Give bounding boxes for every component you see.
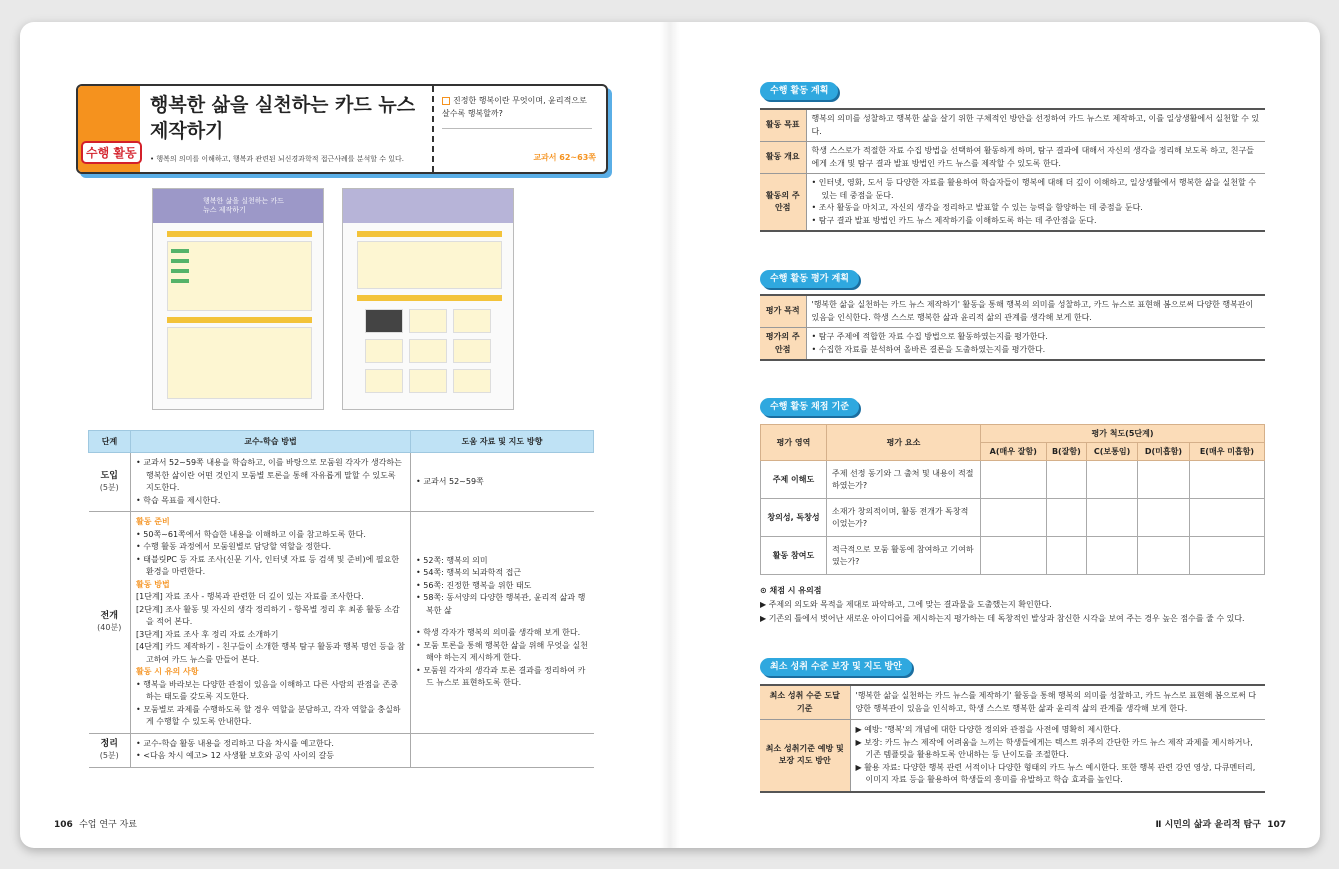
level-header: A(매우 잘함) xyxy=(981,443,1047,461)
level-header: B(잘함) xyxy=(1046,443,1087,461)
thumbnail-section-bar xyxy=(357,295,502,301)
row-text: 행복의 의미를 성찰하고 행복한 삶을 살기 위한 구체적인 방안을 선정하여 카드 뉴스로 제작하고, 이를 일상생활에서 실천할 수 있다. xyxy=(806,109,1265,142)
element-cell: 소재가 창의적이며, 활동 전개가 독창적이었는가? xyxy=(827,499,981,537)
score-cell xyxy=(1138,461,1190,499)
book-spread xyxy=(20,22,1320,848)
aids-cell: • 52쪽: 행복의 의미 • 54쪽: 행복의 뇌과학적 접근 • 56쪽: 진정한 행복을 위한 태도 • 58쪽: 동서양의 다양한 행복관, 윤리적 삶과 행복한 삶 • 학생 각자가 행복의 의미를 생각해 보게 한다. • 모둠 토론을 통해 행복한 삶을 위해 무엇을 실천해야 하는지 제시하게 한다. • 모둠원 각자의 생각과 토론 결과를 정리하여 카드 뉴스로 표현하도록 한다. xyxy=(411,512,594,734)
thumbnail-chip xyxy=(171,269,189,273)
score-cell xyxy=(1046,461,1087,499)
element-cell: 주제 선정 동기와 그 출처 및 내용이 적절하였는가? xyxy=(827,461,981,499)
method-cell: • 교과서 52~59쪽 내용을 학습하고, 이를 바탕으로 모둠원 각자가 생각하는 행복한 삶이란 어떤 것인지 모둠별 토론을 통해 자유롭게 말할 수 있도록 지도한다. • 학습 목표를 제시한다. xyxy=(131,453,411,512)
score-cell xyxy=(981,499,1047,537)
answer-line xyxy=(442,128,592,129)
textbook-reference: 교과서 62~63쪽 xyxy=(533,153,596,162)
minimum-achievement-table xyxy=(760,684,1265,793)
stage-cell: 도입 (5분) xyxy=(89,453,131,512)
thumbnail-cell xyxy=(365,339,403,363)
thumbnail-section-bar xyxy=(357,231,502,237)
row-text: '행복한 삶을 실천하는 카드 뉴스 제작하기' 활동을 통해 행복의 의미를 성찰하고, 카드 뉴스로 표현해 봄으로써 다양한 행복관이 있음을 인식한다. 학생 스스로 행복한 삶과 윤리적 삶의 관계를 생각해 보게 한다. xyxy=(806,295,1265,328)
question-icon xyxy=(442,97,450,105)
col-header-method: 교수-학습 방법 xyxy=(131,431,411,453)
thumbnail-chip xyxy=(171,249,189,253)
thumbnail-header xyxy=(343,189,513,223)
area-cell: 창의성, 독창성 xyxy=(761,499,827,537)
footer-text: 수업 연구 자료 xyxy=(79,820,137,830)
table-row xyxy=(760,295,1265,328)
thumbnail-chip xyxy=(171,279,189,283)
score-cell xyxy=(981,537,1047,575)
thumbnail-section-bar xyxy=(167,231,312,237)
table-row xyxy=(760,328,1265,361)
row-text: '행복한 삶을 실천하는 카드 뉴스를 제작하기' 활동을 통해 행복의 의미를 성찰하고, 카드 뉴스로 표현해 봄으로써 다양한 행복관이 있음을 인식하고, 학생 스스로 행복한 삶과 윤리적 삶의 관계를 생각해 보게 한다. xyxy=(850,685,1265,720)
score-cell xyxy=(1189,461,1264,499)
area-cell: 활동 참여도 xyxy=(761,537,827,575)
score-cell xyxy=(1189,499,1264,537)
area-cell: 주제 이해도 xyxy=(761,461,827,499)
col-header-area: 평가 영역 xyxy=(761,425,827,461)
thumbnail-cell xyxy=(409,369,447,393)
section-tag-guide: 최소 성취 수준 보장 및 지도 방안 xyxy=(760,658,912,676)
table-row xyxy=(760,174,1265,232)
key-question xyxy=(442,94,592,120)
col-header-scale: 평가 척도(5단계) xyxy=(981,425,1265,443)
score-cell xyxy=(1087,537,1138,575)
thumbnail-section-bar xyxy=(167,317,312,323)
row-label: 활동 목표 xyxy=(760,109,806,142)
score-cell xyxy=(1138,499,1190,537)
lesson-plan-table xyxy=(88,430,594,768)
thumbnail-cell xyxy=(453,369,491,393)
worksheet-thumbnail-1 xyxy=(152,188,324,410)
activity-plan-table xyxy=(760,108,1265,232)
title-line-1: 행복한 삶을 실천하는 카드 뉴스 xyxy=(150,94,416,116)
section-tag-eval: 수행 활동 평가 계획 xyxy=(760,270,859,288)
thumbnail-title: 행복한 삶을 실천하는 카드 뉴스 제작하기 xyxy=(203,197,285,214)
element-cell: 적극적으로 모둠 활동에 참여하고 기여하였는가? xyxy=(827,537,981,575)
stage-cell: 전개 (40분) xyxy=(89,512,131,734)
table-row xyxy=(761,499,1265,537)
method-cell: • 교수-학습 활동 내용을 정리하고 다음 차시를 예고한다. • <다음 차시 예고> 12 사생활 보호와 공익 사이의 갈등 xyxy=(131,733,411,767)
table-row xyxy=(761,537,1265,575)
row-text: • 인터넷, 영화, 도서 등 다양한 자료를 활용하여 학습자들이 행복에 대해 더 깊이 이해하고, 일상생활에서 행복한 삶을 실천할 수 있는 데 중점을 둔다. • 조사 활동을 마치고, 자신의 생각을 정리하고 발표할 수 있는 능력을 함양하는 데 중점을 둔다. • 탐구 결과 발표 방법인 카드 뉴스 제작하기를 이해하도록 하는 데 주안점을 둔다. xyxy=(806,174,1265,232)
row-text: ▶ 예방: '행복'의 개념에 대한 다양한 정의와 관점을 사전에 명확히 제시한다. ▶ 보장: 카드 뉴스 제작에 어려움을 느끼는 학생들에게는 텍스트 위주의 간단한 카드 뉴스 제작 과제를 제시하거나, 기존 템플릿을 활용하도록 안내하는 등 난이도를 조절한다. ▶ 활용 자료: 다양한 행복 관련 서적이나 다양한 형태의 카드 뉴스 예시한다. 또한 행복 관련 강연 영상, 다큐멘터리, 이미지 자료 등을 활용하여 학생들의 흥미를 유발하고 학습 효과를 높인다. xyxy=(850,720,1265,792)
table-row xyxy=(760,720,1265,792)
activity-tab xyxy=(78,86,140,172)
table-row xyxy=(89,453,594,512)
activity-title xyxy=(150,92,420,144)
thumbnail-cell xyxy=(409,309,447,333)
col-header-element: 평가 요소 xyxy=(827,425,981,461)
scoring-criteria-table xyxy=(760,424,1265,575)
page-footer-right xyxy=(1156,817,1286,830)
title-divider xyxy=(432,86,434,172)
section-tag-score: 수행 활동 채점 기준 xyxy=(760,398,859,416)
left-page xyxy=(20,22,670,848)
page-number: 107 xyxy=(1267,820,1286,830)
level-header: E(매우 미흡함) xyxy=(1189,443,1264,461)
evaluation-plan-table xyxy=(760,294,1265,361)
thumbnail-chip xyxy=(171,259,189,263)
table-header-row xyxy=(761,425,1265,443)
thumbnail-photo xyxy=(365,309,403,333)
col-header-aids: 도움 자료 및 지도 방향 xyxy=(411,431,594,453)
table-row xyxy=(760,685,1265,720)
page-number: 106 xyxy=(54,820,73,830)
score-cell xyxy=(1138,537,1190,575)
thumbnail-cell xyxy=(409,339,447,363)
table-row xyxy=(89,733,594,767)
aids-cell xyxy=(411,733,594,767)
thumbnail-box xyxy=(357,241,502,289)
col-header-stage: 단계 xyxy=(89,431,131,453)
activity-goal: • 행복의 의미를 이해하고, 행복과 관련된 뇌신경과학적 접근사례를 분석할 수 있다. xyxy=(150,155,404,163)
note-item: ▶ 기존의 틀에서 벗어난 새로운 아이디어를 제시하는지 평가하는 데 독창적인 발상과 참신한 시각을 보여 주는 경우 높은 점수를 줄 수 있다. xyxy=(760,614,1245,623)
activity-title-block xyxy=(76,84,608,174)
table-row xyxy=(760,109,1265,142)
thumbnail-cell xyxy=(453,309,491,333)
score-cell xyxy=(1087,461,1138,499)
score-cell xyxy=(1046,499,1087,537)
stage-cell: 정리 (5분) xyxy=(89,733,131,767)
level-header: D(미흡함) xyxy=(1138,443,1190,461)
table-row xyxy=(760,142,1265,174)
activity-tab-label: 수행 활동 xyxy=(81,141,142,164)
right-page xyxy=(670,22,1320,848)
row-text: • 탐구 주제에 적합한 자료 수집 방법으로 활동하였는지를 평가한다. • 수집한 자료를 분석하여 올바른 결론을 도출하였는지를 평가한다. xyxy=(806,328,1265,361)
page-footer-left xyxy=(54,817,137,830)
footer-text: Ⅱ 시민의 삶과 윤리적 탐구 xyxy=(1155,820,1261,830)
thumbnail-cell xyxy=(365,369,403,393)
note-item: ▶ 주제의 의도와 목적을 제대로 파악하고, 그에 맞는 결과물을 도출했는지 확인한다. xyxy=(760,600,1052,609)
row-label: 활동 개요 xyxy=(760,142,806,174)
title-line-2: 제작하기 xyxy=(150,120,224,142)
score-cell xyxy=(1046,537,1087,575)
row-label: 최소 성취기준 예방 및 보장 지도 방안 xyxy=(760,720,850,792)
score-cell xyxy=(1189,537,1264,575)
section-tag-plan: 수행 활동 계획 xyxy=(760,82,838,100)
row-label: 평가의 주안점 xyxy=(760,328,806,361)
aids-cell: • 교과서 52~59쪽 xyxy=(411,453,594,512)
score-cell xyxy=(1087,499,1138,537)
row-text: 학생 스스로가 적절한 자료 수집 방법을 선택하여 활동하게 하며, 탐구 결과에 대해서 자신의 생각을 정리해 보도록 하고, 친구들에게 소개 및 탐구 결과 발표 방법인 카드 뉴스를 제작할 수 있도록 한다. xyxy=(806,142,1265,174)
worksheet-thumbnail-2 xyxy=(342,188,514,410)
table-header-row xyxy=(89,431,594,453)
method-cell: 활동 준비 • 50쪽~61쪽에서 학습한 내용을 이해하고 이를 참고하도록 한다. • 수행 활동 과정에서 모둠원별로 담당할 역할을 정한다. • 태블릿PC 등 자료 조사(신문 기사, 인터넷 자료 등 검색 및 준비)에 필요한 환경을 마련한다. 활동 방법 [1단계] 자료 조사 - 행복과 관련한 더 깊이 있는 자료를 조사한다. [2단계] 조사 활동 및 자신의 생각 정리하기 - 항목별 정리 후 최종 활동 소감을 적어 본다. [3단계] 자료 조사 후 정리 자료 소개하기 [4단계] 카드 제작하기 - 친구들이 소개한 행복 탐구 활동과 행복 명언 등을 참고하여 카드 뉴스를 만들어 본다. 활동 시 유의 사항 • 행복을 바라보는 다양한 관점이 있음을 이해하고 다른 사람의 관점을 존중하는 태도를 갖도록 지도한다. • 모둠별로 과제를 수행하도록 할 경우 역할을 분담하고, 각자 역할을 충실하게 수행할 수 있도록 안내한다. xyxy=(131,512,411,734)
score-cell xyxy=(981,461,1047,499)
key-question-text: 진정한 행복이란 무엇이며, 윤리적으로 살수록 행복할까? xyxy=(442,96,587,118)
level-header: C(보통임) xyxy=(1087,443,1138,461)
notes-heading: ⊙ 채점 시 유의점 xyxy=(760,586,822,595)
table-row xyxy=(761,461,1265,499)
thumbnail-box xyxy=(167,327,312,399)
row-label: 최소 성취 수준 도달 기준 xyxy=(760,685,850,720)
row-label: 활동의 주안점 xyxy=(760,174,806,232)
row-label: 평가 목적 xyxy=(760,295,806,328)
scoring-notes xyxy=(760,584,1245,626)
table-row xyxy=(89,512,594,734)
thumbnail-header xyxy=(153,189,323,223)
thumbnail-cell xyxy=(453,339,491,363)
